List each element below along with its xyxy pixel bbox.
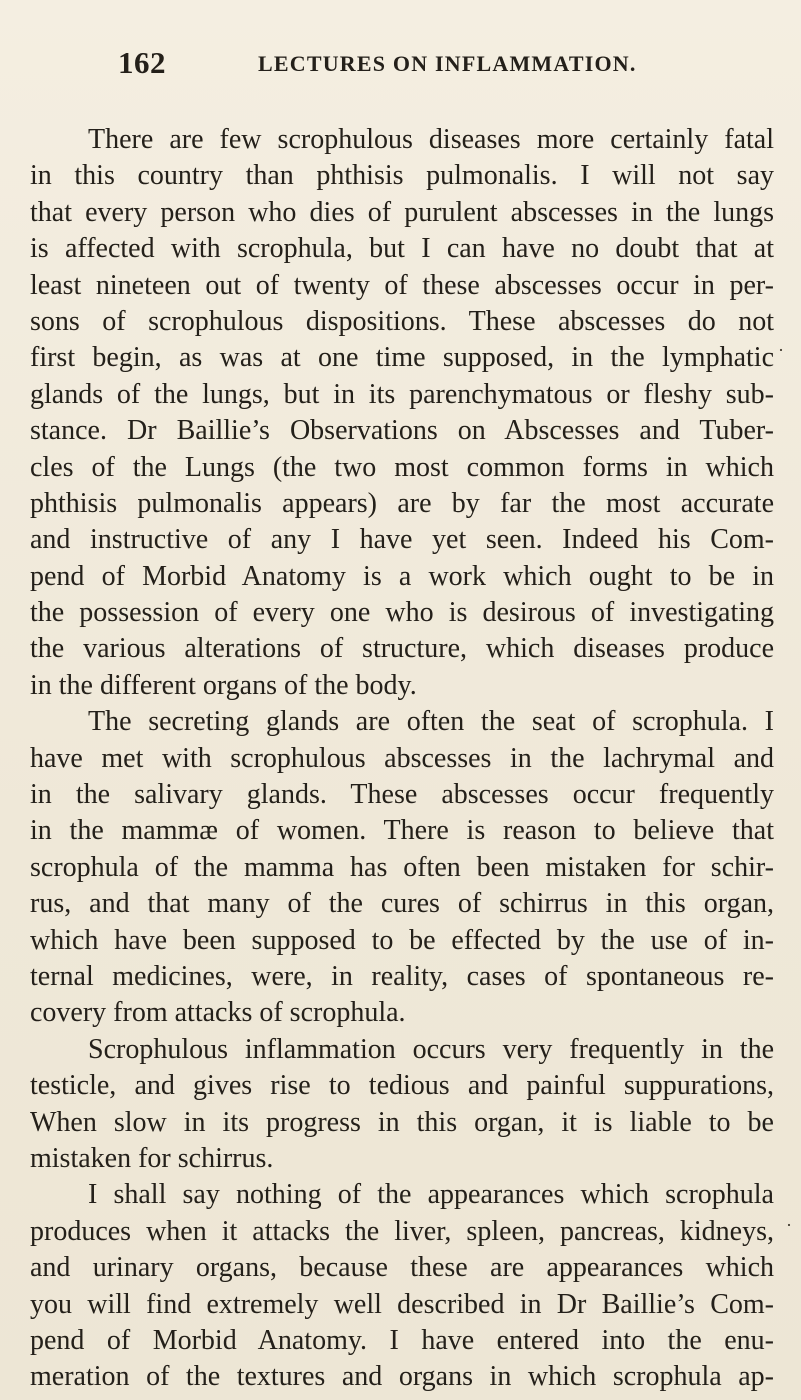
text-line: pend of Morbid Anatomy. I have entered into the enu- — [30, 1324, 774, 1356]
text-line: stance. Dr Baillie’s Observations on Abscesses and Tuber- — [30, 415, 774, 447]
text-line: pend of Morbid Anatomy is a work which ought to be in — [30, 560, 774, 592]
paragraph — [30, 122, 774, 704]
text-line: produces when it attacks the liver, spleen, pancreas, kidneys, — [30, 1215, 774, 1247]
text-line: you will find extremely well described in Dr Baillie’s Com- — [30, 1288, 774, 1320]
text-line: meration of the textures and organs in which scrophula ap- — [30, 1361, 774, 1393]
running-head: LECTURES ON INFLAMMATION. — [258, 51, 637, 76]
text-line: which have been supposed to be effected by the use of in- — [30, 924, 774, 956]
text-line: least nineteen out of twenty of these abscesses occur in per- — [30, 269, 774, 301]
text-line: in the different organs of the body. — [30, 669, 417, 701]
text-line: scrophula of the mamma has often been mistaken for schir- — [30, 851, 774, 883]
text-line: glands of the lungs, but in its parenchymatous or fleshy sub- — [30, 378, 774, 410]
text-line: and urinary organs, because these are appearances which — [30, 1252, 774, 1284]
text-line: and instructive of any I have yet seen. Indeed his Com- — [30, 524, 774, 556]
text-line: sons of scrophulous dispositions. These abscesses do not — [30, 305, 774, 337]
text-line: rus, and that many of the cures of schirrus in this organ, — [30, 888, 774, 920]
text-line: have met with scrophulous abscesses in the lachrymal and — [30, 742, 774, 774]
text-line: is affected with scrophula, but I can have no doubt that at — [30, 233, 774, 265]
text-line: The secreting glands are often the seat of scrophula. I — [88, 706, 774, 738]
text-line: first begin, as was at one time supposed, in the lymphatic — [30, 342, 774, 374]
text-line: I shall say nothing of the appearances which scrophula — [88, 1179, 774, 1211]
page-number: 162 — [118, 45, 166, 80]
margin-speck: · — [778, 340, 784, 360]
text-line: Scrophulous inflammation occurs very frequently in the — [88, 1033, 774, 1065]
text-line: There are few scrophulous diseases more certainly fatal — [88, 124, 774, 155]
text-line: mistaken for schirrus. — [30, 1142, 274, 1174]
text-line: testicle, and gives rise to tedious and painful suppurations, — [30, 1070, 774, 1102]
text-line: covery from attacks of scrophula. — [30, 997, 406, 1029]
body-text — [30, 122, 774, 1396]
page-header — [118, 45, 718, 87]
text-line: in the salivary glands. These abscesses occur frequently — [30, 779, 774, 811]
text-line: When slow in its progress in this organ, it is liable to be — [30, 1106, 774, 1138]
text-line: phthisis pulmonalis appears) are by far the most accurate — [30, 487, 774, 519]
margin-speck: · — [786, 1215, 792, 1235]
text-line: in this country than phthisis pulmonalis. I will not say — [30, 160, 774, 192]
text-line: cles of the Lungs (the two most common forms in which — [30, 451, 774, 483]
paragraph — [30, 1177, 774, 1395]
text-line: ternal medicines, were, in reality, cases of spontaneous re- — [30, 960, 774, 992]
text-line: the various alterations of structure, which diseases produce — [30, 633, 774, 665]
paragraph — [30, 1032, 774, 1178]
text-line: that every person who dies of purulent abscesses in the lungs — [30, 196, 774, 228]
text-line: the possession of every one who is desirous of investigating — [30, 597, 774, 629]
paragraph — [30, 704, 774, 1032]
text-line: in the mammæ of women. There is reason to believe that — [30, 815, 774, 847]
